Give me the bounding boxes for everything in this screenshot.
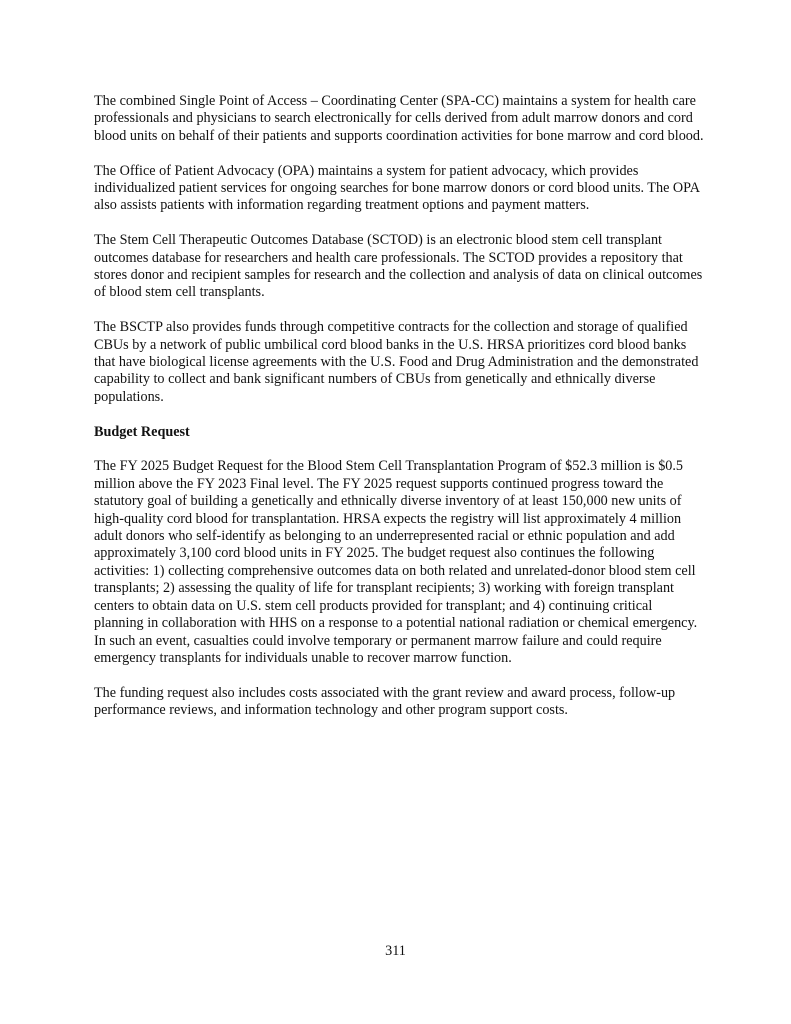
paragraph-spa-cc: The combined Single Point of Access – Coordinating Center (SPA-CC) maintains a system for health care professionals and physicians to search electronically for cells derived from adult marrow donors and cord blood units on behalf of their patients and supports coordination activities for bone marrow and cord blood. <box>94 93 704 144</box>
paragraph-funding-costs: The funding request also includes costs associated with the grant review and award process, follow-up performance reviews, and information technology and other program support costs. <box>94 684 676 719</box>
paragraph-fy2025-budget: The FY 2025 Budget Request for the Blood Stem Cell Transplantation Program of $52.3 million is $0.5 million above the FY 2023 Final level. The FY 2025 request supports continued progress toward the statutory goal of building a genetically and ethnically diverse inventory of at least 150,000 new units of high-quality cord blood for transplantation. HRSA expects the registry will list approximately 4 million adult donors who self-identify as belonging to an underrepresented racial or ethnic population and add approximately 3,100 cord blood units in FY 2025. The budget request also continues the following activities: 1) collecting comprehensive outcomes data on both related and unrelated-donor blood stem cell transplants; 2) assessing the quality of life for transplant recipients; 3) working with foreign transplant centers to obtain data on U.S. stem cell products provided for transplant; and 4) continuing critical planning in collaboration with HHS on a response to a potential national radiation or chemical emergency. In such an event, casualties could involve temporary or permanent marrow failure and could require emergency transplants for individuals unable to recover marrow function. <box>94 458 698 666</box>
paragraph-sctod: The Stem Cell Therapeutic Outcomes Database (SCTOD) is an electronic blood stem cell transplant outcomes database for researchers and health care professionals. The SCTOD provides a repository that stores donor and recipient samples for research and the collection and analysis of data on clinical outcomes of blood stem cell transplants. <box>94 232 703 301</box>
paragraph-opa: The Office of Patient Advocacy (OPA) maintains a system for patient advocacy, which provides individualized patient services for ongoing searches for bone marrow donors or cord blood units. The OPA also assists patients with information regarding treatment options and payment matters. <box>94 162 700 214</box>
section-heading-budget-request: Budget Request <box>94 423 190 440</box>
document-body <box>94 93 704 737</box>
page-number: 311 <box>385 943 406 959</box>
paragraph-bsctp-cord-blood: The BSCTP also provides funds through competitive contracts for the collection and storage of qualified CBUs by a network of public umbilical cord blood banks in the U.S. HRSA prioritizes cord blood banks that have biological license agreements with the U.S. Food and Drug Administration and the demonstrated capability to collect and bank significant numbers of CBUs from genetically and ethnically diverse populations. <box>94 319 699 405</box>
